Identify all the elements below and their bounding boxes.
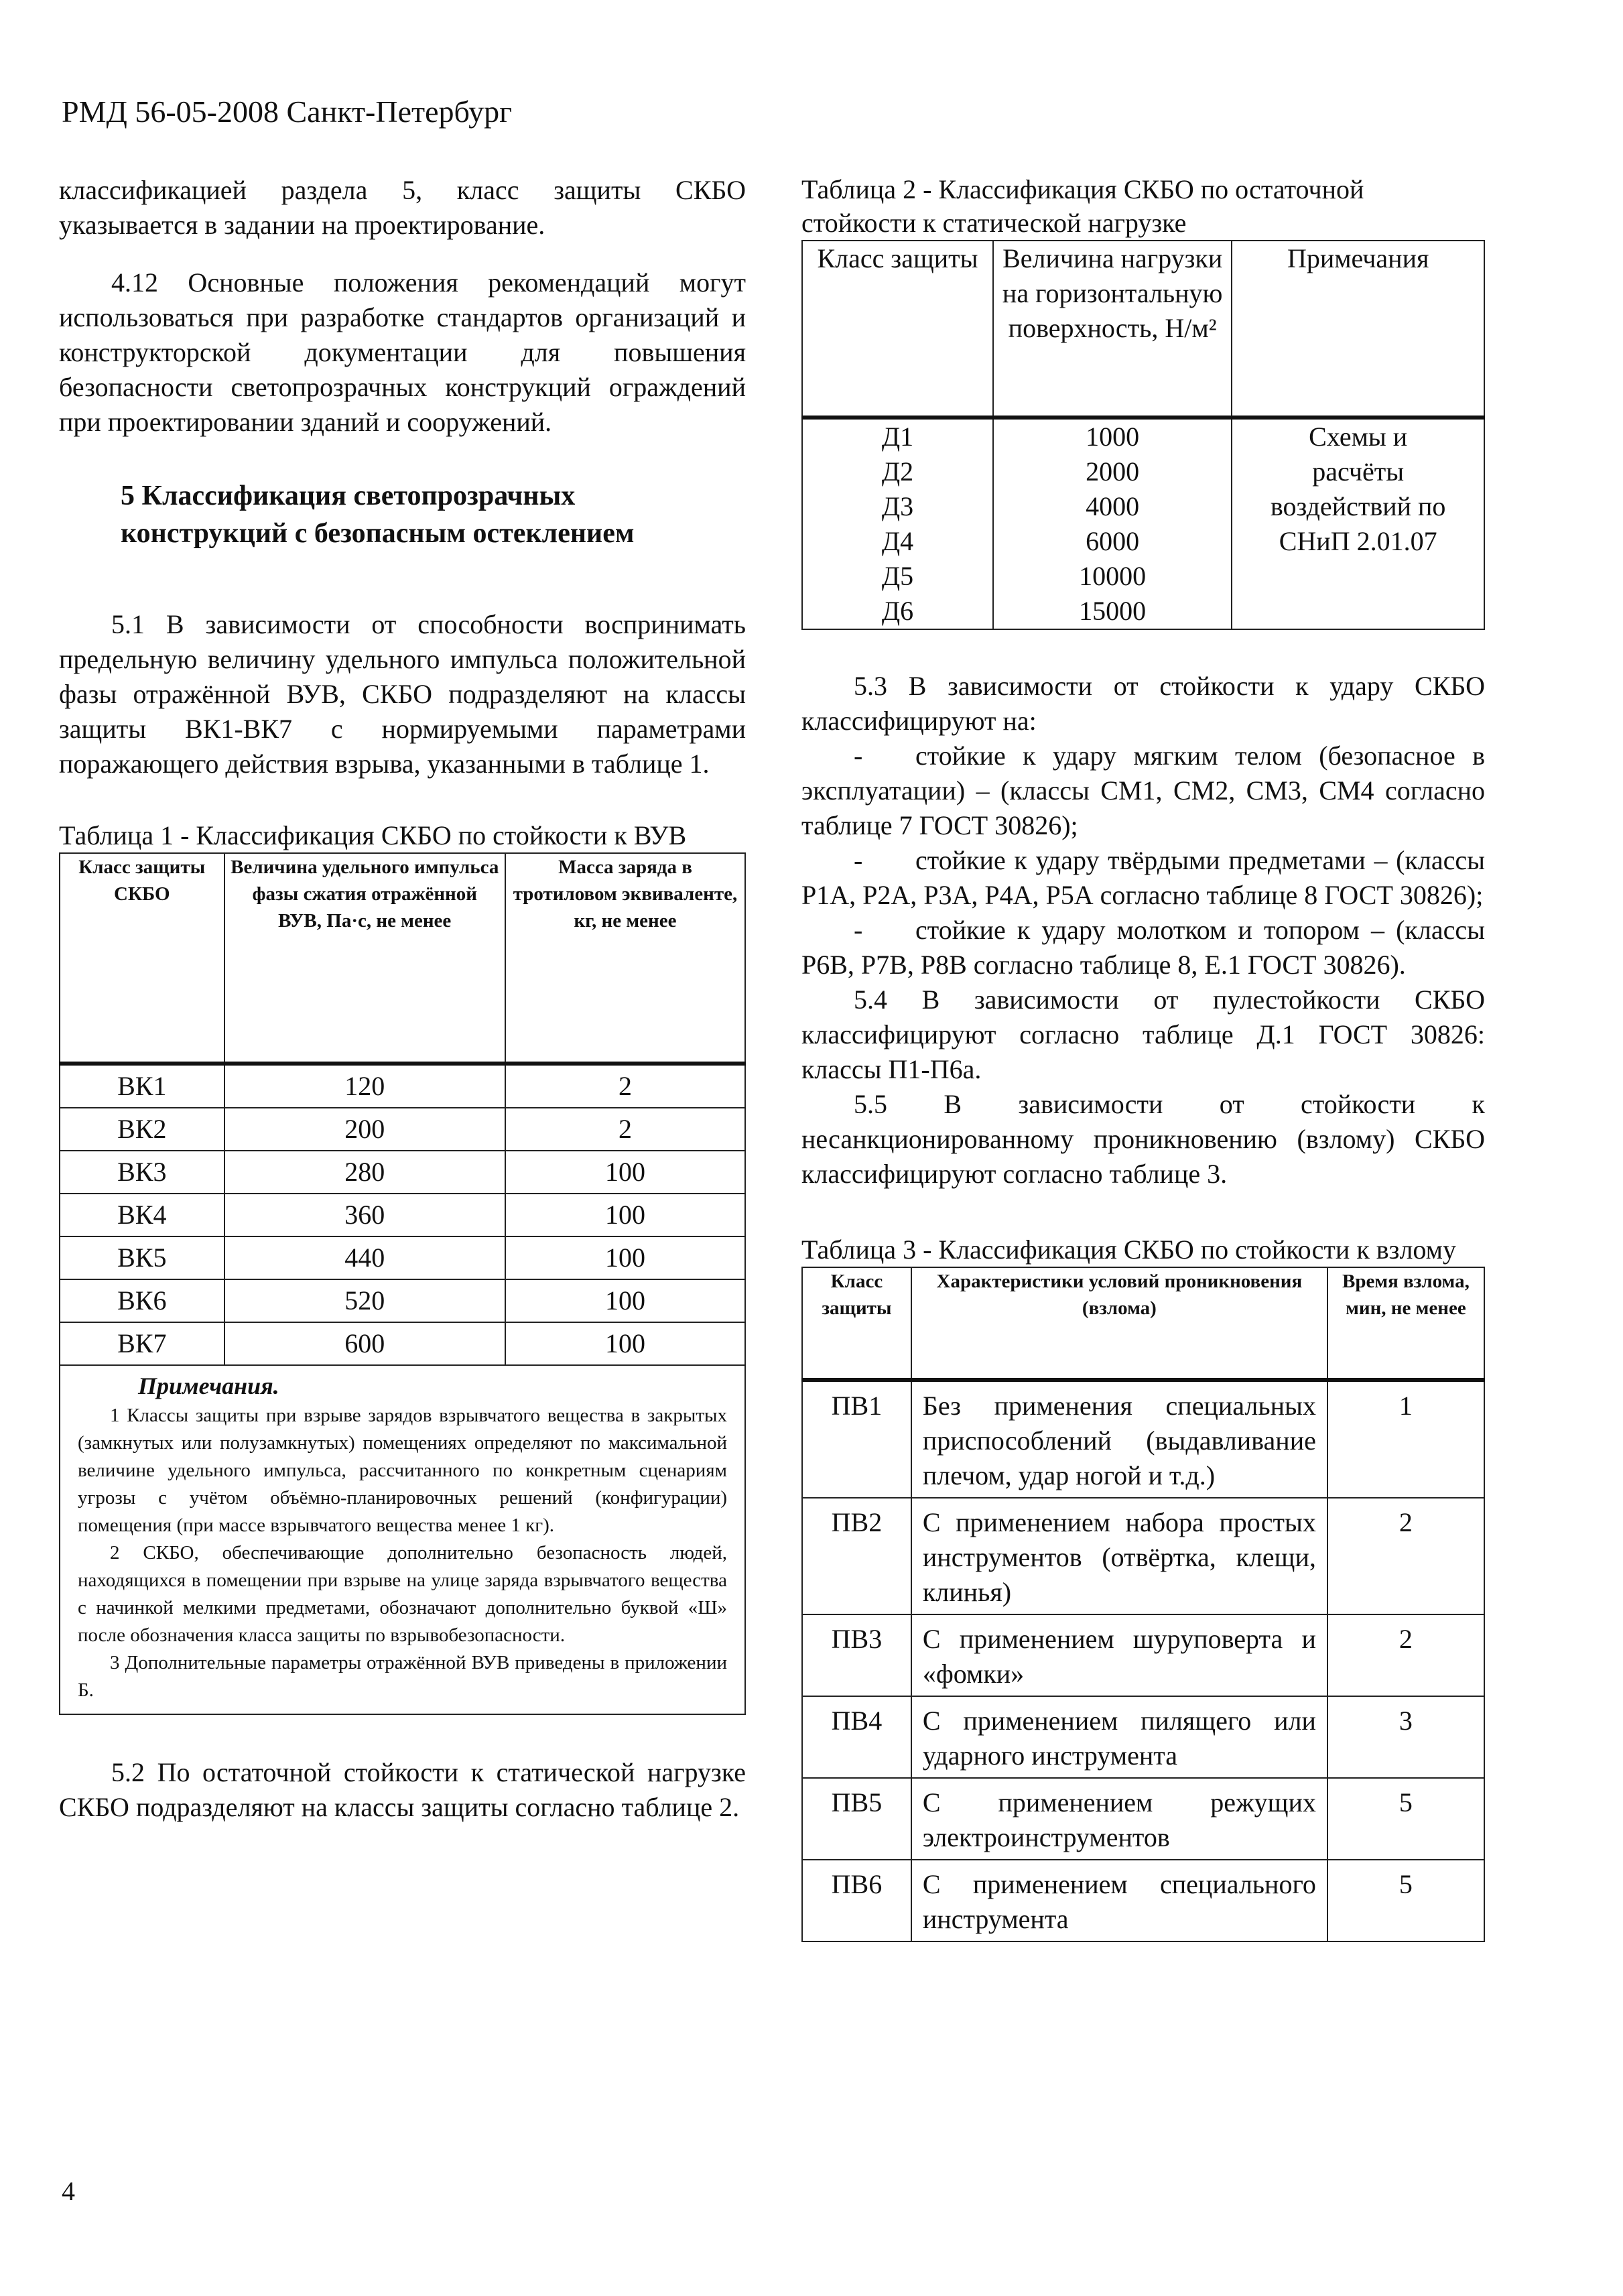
table1-cell: 100 bbox=[505, 1151, 745, 1194]
list-item-hard-objects bbox=[801, 843, 1485, 913]
table-row bbox=[802, 1614, 1484, 1696]
table-row bbox=[60, 1279, 745, 1322]
notes-title: Примечания. bbox=[138, 1373, 279, 1399]
table-row bbox=[802, 1696, 1484, 1778]
table2-cell: 4000 bbox=[993, 489, 1232, 524]
table3-cell: Без применения специальных приспособлений (выдавливание плечом, удар ногой и т.д.) bbox=[911, 1380, 1327, 1498]
dash-marker: - bbox=[854, 845, 863, 875]
dash-marker: - bbox=[854, 741, 863, 771]
list-item-text: стойкие к удару молотком и топором – (классы Р6В, Р7В, Р8В согласно таблице 8, Е.1 ГОСТ 30826). bbox=[801, 915, 1485, 980]
table1-cell: 100 bbox=[505, 1236, 745, 1279]
table3-header-class: Класс защиты bbox=[802, 1267, 911, 1380]
table1-notes-row bbox=[60, 1365, 745, 1714]
paragraph-5-3: 5.3 В зависимости от стойкости к удару СКБО классифицируют на: bbox=[801, 671, 1485, 736]
table2-caption: Таблица 2 - Классификация СКБО по остаточной стойкости к статической нагрузке bbox=[801, 174, 1364, 238]
table3-cell: 5 bbox=[1327, 1778, 1484, 1860]
left-column bbox=[59, 173, 746, 1825]
table3-header-row bbox=[802, 1267, 1484, 1380]
table2-cell: Д2 bbox=[802, 454, 993, 489]
table2-cell: Д3 bbox=[802, 489, 993, 524]
table3-cell: ПВ5 bbox=[802, 1778, 911, 1860]
table3-cell: ПВ1 bbox=[802, 1380, 911, 1498]
table-2 bbox=[801, 240, 1485, 630]
table3-cell: 2 bbox=[1327, 1498, 1484, 1614]
dash-marker: - bbox=[854, 915, 863, 945]
table-row bbox=[802, 1860, 1484, 1941]
table1-notes bbox=[60, 1365, 745, 1714]
list-item-soft-body bbox=[801, 739, 1485, 843]
table3-cell: 3 bbox=[1327, 1696, 1484, 1778]
table2-note-line: расчёты bbox=[1232, 454, 1484, 489]
table2-cell: Д6 bbox=[802, 594, 993, 629]
table1-cell: 280 bbox=[224, 1151, 505, 1194]
table1-cell: 100 bbox=[505, 1279, 745, 1322]
table3-cell: С применением шуруповерта и «фомки» bbox=[911, 1614, 1327, 1696]
table-row bbox=[60, 1064, 745, 1108]
table3-cell: 5 bbox=[1327, 1860, 1484, 1941]
table-3 bbox=[801, 1267, 1485, 1942]
table1-cell: ВК7 bbox=[60, 1322, 224, 1365]
table-row bbox=[60, 1322, 745, 1365]
paragraph-5-5: 5.5 В зависимости от стойкости к несанкционированному проникновению (взлому) СКБО классифицируют согласно таблице 3. bbox=[801, 1089, 1485, 1189]
table3-cell: С применением специального инструмента bbox=[911, 1860, 1327, 1941]
table2-note-line: воздействий по bbox=[1232, 489, 1484, 524]
table3-header-conditions: Характеристики условий проникновения (взлома) bbox=[911, 1267, 1327, 1380]
table-row bbox=[60, 1236, 745, 1279]
table1-header-impulse: Величина удельного импульса фазы сжатия отражённой ВУВ, Па·с, не менее bbox=[224, 853, 505, 1064]
table-row bbox=[802, 489, 1484, 524]
table1-cell: 440 bbox=[224, 1236, 505, 1279]
table2-cell: 10000 bbox=[993, 559, 1232, 594]
table-row bbox=[802, 418, 1484, 454]
table1-cell: ВК6 bbox=[60, 1279, 224, 1322]
table-1 bbox=[59, 852, 746, 1715]
table2-cell: Д1 bbox=[802, 418, 993, 454]
table3-cell: С применением пилящего или ударного инструмента bbox=[911, 1696, 1327, 1778]
table-row bbox=[802, 454, 1484, 489]
table1-cell: 2 bbox=[505, 1064, 745, 1108]
section-title-line1: 5 Классификация светопрозрачных bbox=[121, 481, 576, 511]
table1-cell: 100 bbox=[505, 1194, 745, 1236]
table1-header-class: Класс защиты СКБО bbox=[60, 853, 224, 1064]
paragraph-continuation: классификацией раздела 5, класс защиты СКБО указывается в задании на проектирование. bbox=[59, 175, 746, 240]
table1-header-row bbox=[60, 853, 745, 1064]
table2-cell-empty bbox=[1232, 559, 1484, 594]
table1-cell: 100 bbox=[505, 1322, 745, 1365]
table3-caption: Таблица 3 - Классификация СКБО по стойкости к взлому bbox=[801, 1234, 1456, 1265]
table1-cell: 360 bbox=[224, 1194, 505, 1236]
table2-cell: 2000 bbox=[993, 454, 1232, 489]
table1-cell: ВК5 bbox=[60, 1236, 224, 1279]
table3-cell: 2 bbox=[1327, 1614, 1484, 1696]
note-1: 1 Классы защиты при взрыве зарядов взрывчатого вещества в закрытых (замкнутых или полузамкнутых) помещениях определяют по максимальной величине удельного импульса, рассчитанного по конкретным сценариям угрозы с учётом объёмно-планировочных решений (конфигурации) помещения (при массе взрывчатого вещества менее 1 кг). bbox=[78, 1405, 727, 1536]
table1-cell: 120 bbox=[224, 1064, 505, 1108]
table1-header-mass: Масса заряда в тротиловом эквиваленте, кг, не менее bbox=[505, 853, 745, 1064]
table-row bbox=[60, 1194, 745, 1236]
section-title-line2: конструкций с безопасным остеклением bbox=[121, 518, 635, 549]
table1-cell: 600 bbox=[224, 1322, 505, 1365]
table-row bbox=[60, 1108, 745, 1151]
list-item-hammer-axe bbox=[801, 913, 1485, 982]
note-3: 3 Дополнительные параметры отражённой ВУВ приведены в приложении Б. bbox=[78, 1652, 727, 1701]
list-item-text: стойкие к удару мягким телом (безопасное в эксплуатации) – (классы СМ1, СМ2, СМ3, СМ4 согласно таблице 7 ГОСТ 30826); bbox=[801, 741, 1485, 840]
table3-cell: 1 bbox=[1327, 1380, 1484, 1498]
table2-cell: Д5 bbox=[802, 559, 993, 594]
page-number: 4 bbox=[62, 2176, 75, 2206]
table-row bbox=[802, 524, 1484, 559]
table-row bbox=[802, 594, 1484, 629]
table3-cell: ПВ6 bbox=[802, 1860, 911, 1941]
table1-cell: ВК3 bbox=[60, 1151, 224, 1194]
table3-cell: ПВ4 bbox=[802, 1696, 911, 1778]
table3-header-time: Время взлома, мин, не менее bbox=[1327, 1267, 1484, 1380]
table3-cell: С применением режущих электроинструментов bbox=[911, 1778, 1327, 1860]
table2-header-load: Величина нагрузки на горизонтальную поверхность, Н/м² bbox=[993, 241, 1232, 418]
right-column bbox=[801, 173, 1485, 1942]
table1-cell: 2 bbox=[505, 1108, 745, 1151]
table2-note-line: СНиП 2.01.07 bbox=[1232, 524, 1484, 559]
table-row bbox=[60, 1151, 745, 1194]
table-row bbox=[802, 1380, 1484, 1498]
table3-cell: ПВ2 bbox=[802, 1498, 911, 1614]
note-2: 2 СКБО, обеспечивающие дополнительно безопасность людей, находящихся в помещении при взрыве на улице заряда взрывчатого вещества с начинкой мелкими предметами, обозначают дополнительно буквой «Ш» после обозначения класса защиты по взрывобезопасности. bbox=[78, 1542, 727, 1646]
table-row bbox=[802, 1778, 1484, 1860]
table1-cell: ВК2 bbox=[60, 1108, 224, 1151]
table2-cell: Д4 bbox=[802, 524, 993, 559]
paragraph-5-2: 5.2 По остаточной стойкости к статической нагрузке СКБО подразделяют на классы защиты согласно таблице 2. bbox=[59, 1757, 746, 1822]
page-header: РМД 56-05-2008 Санкт-Петербург bbox=[62, 94, 513, 129]
table3-cell: С применением набора простых инструментов (отвёртка, клещи, клинья) bbox=[911, 1498, 1327, 1614]
table2-cell: 1000 bbox=[993, 418, 1232, 454]
table1-cell: ВК4 bbox=[60, 1194, 224, 1236]
table1-cell: 520 bbox=[224, 1279, 505, 1322]
table3-cell: ПВ3 bbox=[802, 1614, 911, 1696]
table2-cell: 6000 bbox=[993, 524, 1232, 559]
paragraph-5-1: 5.1 В зависимости от способности воспринимать предельную величину удельного импульса положительной фазы отражённой ВУВ, СКБО подразделяют на классы защиты ВК1-ВК7 с нормируемыми параметрами поражающего действия взрыва, указанными в таблице 1. bbox=[59, 609, 746, 779]
table1-caption: Таблица 1 - Классификация СКБО по стойкости к ВУВ bbox=[59, 820, 687, 850]
table-row bbox=[802, 559, 1484, 594]
table2-cell: 15000 bbox=[993, 594, 1232, 629]
paragraph-5-4: 5.4 В зависимости от пулестойкости СКБО классифицируют согласно таблице Д.1 ГОСТ 30826: классы П1-П6а. bbox=[801, 984, 1485, 1084]
table2-note-line: Схемы и bbox=[1232, 418, 1484, 454]
list-item-text: стойкие к удару твёрдыми предметами – (классы Р1А, Р2А, Р3А, Р4А, Р5А согласно таблице 8 ГОСТ 30826); bbox=[801, 845, 1485, 910]
table2-header-row bbox=[802, 241, 1484, 418]
table2-header-class: Класс защиты bbox=[802, 241, 993, 418]
table1-cell: 200 bbox=[224, 1108, 505, 1151]
table-row bbox=[802, 1498, 1484, 1614]
paragraph-4-12: 4.12 Основные положения рекомендаций могут использоваться при разработке стандартов организаций и конструкторской документации для повышения безопасности светопрозрачных конструкций ограждений при проектировании зданий и сооружений. bbox=[59, 267, 746, 437]
table2-header-notes: Примечания bbox=[1232, 241, 1484, 418]
section-title bbox=[59, 477, 746, 552]
table2-cell-empty bbox=[1232, 594, 1484, 629]
table1-cell: ВК1 bbox=[60, 1064, 224, 1108]
